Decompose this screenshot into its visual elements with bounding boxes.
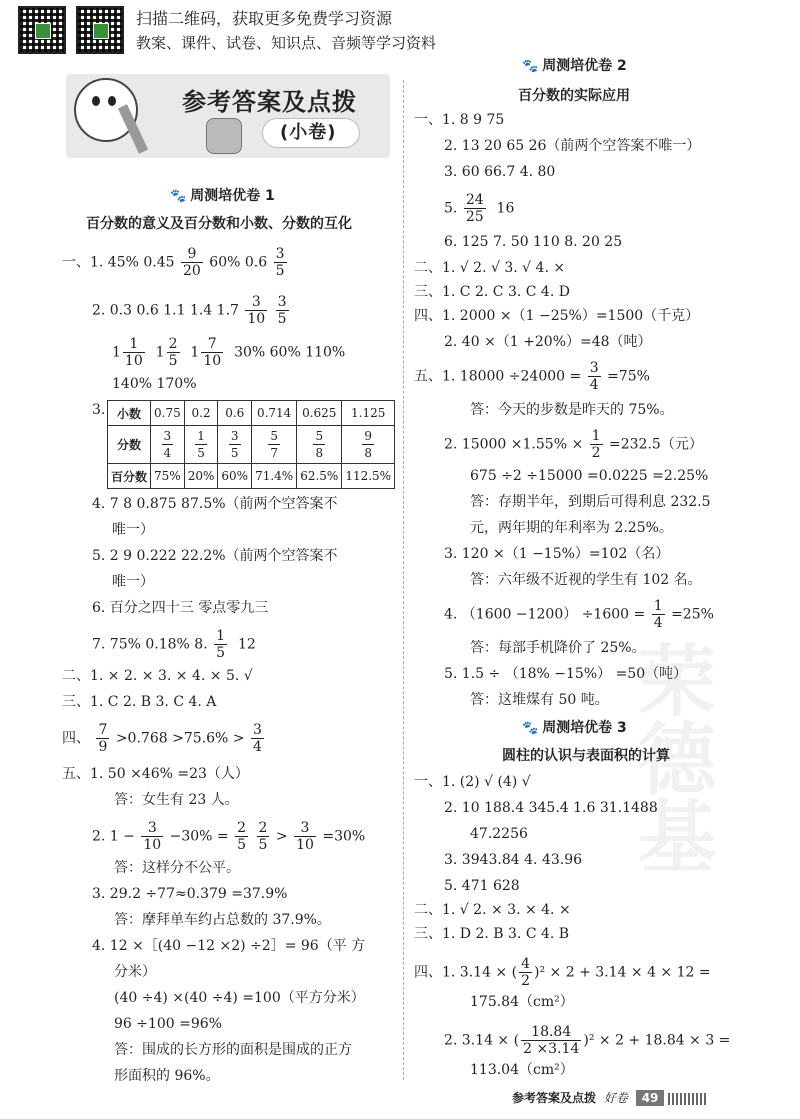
backpack-icon bbox=[206, 118, 242, 154]
page-number: 49 bbox=[636, 1090, 665, 1106]
answer-line: 6. 125 7. 50 110 8. 20 25 bbox=[444, 234, 623, 250]
answer-line: 2. 40 ×（1 +20%）=48（吨） bbox=[444, 334, 652, 350]
answer-line: 五、1. 18000 ÷24000 = $\frac{3}{4}$ =75% bbox=[414, 360, 650, 393]
answer-line: 答：今天的步数是昨天的 75%。 bbox=[470, 402, 674, 418]
answer-line: 答：这样分不公平。 bbox=[114, 860, 240, 876]
answer-line: 二、1. √ 2. × 3. × 4. × bbox=[414, 902, 571, 918]
answer-line: 96 ÷100 =96% bbox=[114, 1016, 223, 1032]
answer-line: 5. 2 9 0.222 22.2%（前两个空答案不 bbox=[92, 548, 338, 564]
header-line-2: 教案、课件、试卷、知识点、音频等学习资料 bbox=[136, 34, 437, 52]
answer-line: 一、1. 45% 0.45 $\frac{9}{20}$ 60% 0.6 $\frac{3}{5}$ bbox=[62, 246, 285, 279]
answer-line: 三、1. C 2. B 3. C 4. A bbox=[62, 694, 217, 710]
answer-line: 113.04（cm²） bbox=[470, 1062, 574, 1078]
answer-line: 3. 29.2 ÷77≈0.379 =37.9% bbox=[92, 886, 288, 902]
answer-line: 7. 75% 0.18% 8. $\frac{1}{5}$ 12 bbox=[92, 628, 256, 661]
answer-line: 答：每部手机降价了 25%。 bbox=[470, 640, 646, 656]
answer-line: 形面积的 96%。 bbox=[114, 1068, 220, 1084]
section-subtitle-1: 百分数的意义及百分数和小数、分数的互化 bbox=[86, 216, 352, 232]
barcode-icon bbox=[668, 1093, 708, 1105]
table-header: 分数 bbox=[108, 426, 151, 464]
answer-line: 答：围成的长方形的面积是围成的正方 bbox=[114, 1042, 352, 1058]
watermark: 荣德基 bbox=[625, 640, 715, 874]
answer-line: 元，两年期的年利率为 2.25%。 bbox=[470, 520, 673, 536]
answer-line: 唯一） bbox=[112, 574, 154, 590]
answer-line: 答：摩拜单车约占总数的 37.9%。 bbox=[114, 912, 331, 928]
answer-line: 47.2256 bbox=[470, 826, 528, 842]
answer-line: 唯一） bbox=[112, 522, 154, 538]
answer-line: 4. （1600 −1200） ÷1600 = $\frac{1}{4}$ =25% bbox=[444, 598, 714, 631]
section-title-1: 🐾 周测培优卷 1 bbox=[170, 186, 275, 207]
section-title-2: 🐾 周测培优卷 2 bbox=[522, 56, 627, 77]
answer-line: 5. $\frac{24}{25}$ 16 bbox=[444, 192, 515, 225]
answer-line: 2. 15000 ×1.55% × $\frac{1}{2}$ =232.5（元） bbox=[444, 428, 703, 461]
answer-line: 2. 13 20 65 26（前两个空答案不唯一） bbox=[444, 138, 701, 154]
answer-line: (40 ÷4) ×(40 ÷4) =100（平方分米） bbox=[114, 990, 365, 1006]
answer-line: 3. 60 66.7 4. 80 bbox=[444, 164, 556, 180]
answer-line: 5. 471 628 bbox=[444, 878, 520, 894]
paw-icon: 🐾 bbox=[170, 189, 187, 204]
banner-subtitle: (小卷) bbox=[280, 122, 337, 143]
answer-line: 3. bbox=[92, 402, 106, 418]
answer-line: 答：女生有 23 人。 bbox=[114, 792, 239, 808]
answer-line: 5. 1.5 ÷ （18% −15%） =50（吨） bbox=[444, 666, 688, 682]
column-divider bbox=[403, 80, 404, 1080]
section-title-3: 🐾 周测培优卷 3 bbox=[522, 718, 627, 739]
answer-line: 675 ÷2 ÷15000 =0.0225 =2.25% bbox=[470, 468, 709, 484]
answer-line: 二、1. √ 2. √ 3. √ 4. × bbox=[414, 260, 566, 276]
section-subtitle-3: 圆柱的认识与表面积的计算 bbox=[502, 748, 670, 764]
section-subtitle-2: 百分数的实际应用 bbox=[518, 88, 630, 104]
answer-line: 三、1. D 2. B 3. C 4. B bbox=[414, 926, 570, 942]
footer-label: 参考答案及点拨 bbox=[512, 1091, 597, 1105]
answer-line: 2. 1 − $\frac{3}{10}$ −30% = $\frac{2}{5}$ $\frac{2}{5}$ > $\frac{3}{10}$ =30% bbox=[92, 820, 366, 853]
banner-title: 参考答案及点拨 bbox=[182, 88, 357, 116]
paw-icon: 🐾 bbox=[522, 59, 539, 74]
answer-line: 4. 7 8 0.875 87.5%（前两个空答案不 bbox=[92, 496, 338, 512]
answer-line: 1 $\frac{1}{10}$ 1 $\frac{2}{5}$ 1 $\frac{7}{10}$ 30% 60% 110% bbox=[112, 336, 346, 369]
answer-line: 四、 $\frac{7}{9}$ >0.768 >75.6% > $\frac{3}{4}$ bbox=[62, 722, 262, 755]
answer-line: 一、1. 8 9 75 bbox=[414, 112, 505, 128]
answer-line: 3. 3943.84 4. 43.96 bbox=[444, 852, 583, 868]
answer-line: 三、1. C 2. C 3. C 4. D bbox=[414, 284, 570, 300]
answer-line: 6. 百分之四十三 零点零九三 bbox=[92, 600, 269, 616]
answer-line: 答：六年级不近视的学生有 102 名。 bbox=[470, 572, 702, 588]
answer-line: 答：存期半年，到期后可得利息 232.5 bbox=[470, 494, 711, 510]
answer-banner bbox=[66, 74, 390, 158]
answer-line: 4. 12 ×［(40 −12 ×2) ÷2］= 96（平 方 bbox=[92, 938, 366, 954]
answer-line: 140% 170% bbox=[112, 376, 197, 392]
answer-line: 175.84（cm²） bbox=[470, 994, 574, 1010]
table-header: 百分数 bbox=[108, 464, 151, 489]
paw-icon: 🐾 bbox=[522, 721, 539, 736]
answer-line: 2. 0.3 0.6 1.1 1.4 1.7 $\frac{3}{10}$ $\frac{3}{5}$ bbox=[92, 294, 287, 327]
answer-line: 2. 3.14 × ( $\frac{18.84}{2 \times 3.14}$ )² × 2 + 18.84 × 3 = bbox=[444, 1024, 731, 1057]
qr-code-right[interactable] bbox=[76, 6, 124, 54]
answer-line: 2. 10 188.4 345.4 1.6 31.1488 bbox=[444, 800, 658, 816]
answer-line: 3. 120 ×（1 −15%）=102（名） bbox=[444, 546, 670, 562]
conversion-table: 小数 0.75 0.2 0.6 0.714 0.625 1.125 分数 $\frac{3}{4}$ $\frac{1}{5}$ $\frac{3}{5}$ $\frac{5}{7}$ $\frac{5}{8}$ $\frac{9}{8}$ 百分数 75% 20% 60% 71.4% 62.5% 112.5% bbox=[107, 400, 395, 489]
answer-line: 四、1. 2000 ×（1 −25%）=1500（千克） bbox=[414, 308, 700, 324]
page-footer bbox=[512, 1089, 708, 1111]
answer-line: 答：这堆煤有 50 吨。 bbox=[470, 692, 609, 708]
answer-line: 一、1. (2) √ (4) √ bbox=[414, 774, 531, 790]
table-header: 小数 bbox=[108, 401, 151, 426]
answer-line: 五、1. 50 ×46% =23（人） bbox=[62, 766, 249, 782]
answer-line: 分米） bbox=[114, 964, 156, 980]
answer-line: 四、1. 3.14 × ( $\frac{4}{2}$ )² × 2 + 3.14 × 4 × 12 = bbox=[414, 956, 711, 989]
answer-line: 二、1. × 2. × 3. × 4. × 5. √ bbox=[62, 668, 253, 684]
qr-code-left[interactable] bbox=[18, 6, 66, 54]
footer-brand: 好卷 bbox=[603, 1091, 628, 1105]
header-line-1: 扫描二维码，获取更多免费学习资源 bbox=[136, 9, 393, 28]
